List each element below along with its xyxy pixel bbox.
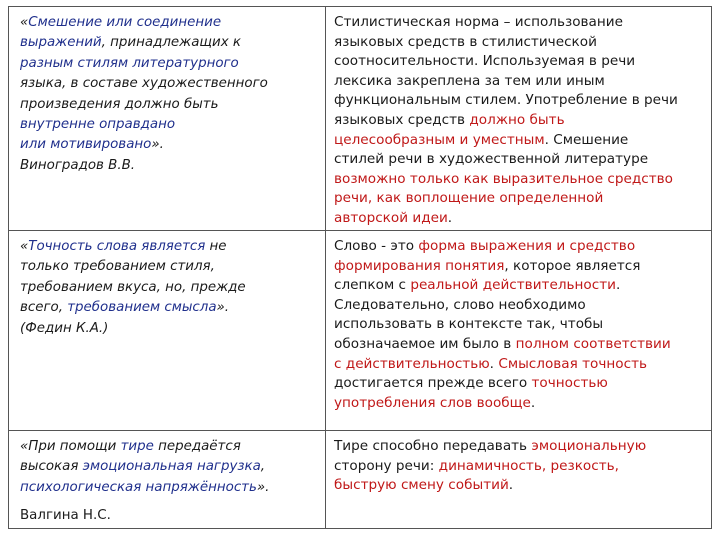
- text-run: языковых средств: [334, 111, 470, 128]
- text-line: [20, 115, 317, 135]
- text-run: Слово - это: [334, 238, 419, 254]
- explanation-cell: [326, 7, 712, 231]
- text-run: ».: [216, 300, 230, 316]
- highlight-red-text: Смысловая точность: [498, 355, 648, 372]
- text-run: использовать в контексте так, чтобы: [334, 316, 604, 333]
- text-line: [334, 476, 701, 496]
- highlight-red-text: полном соответствии: [515, 335, 671, 352]
- text-run: Тире способно передавать: [334, 438, 532, 454]
- text-line: [334, 257, 701, 277]
- text-run: слепком с: [334, 277, 411, 294]
- text-line: [334, 276, 701, 296]
- text-line: [20, 13, 317, 33]
- text-run: требованием вкуса, но, прежде: [20, 279, 246, 295]
- highlight-red-text: быструю смену событий: [334, 477, 509, 494]
- text-run: ».: [151, 137, 164, 153]
- text-line: [334, 52, 701, 72]
- explanation-text: [334, 13, 701, 229]
- highlight-blue-text: внутренне оправдано: [20, 117, 176, 133]
- text-run: Следовательно, слово необходимо: [334, 296, 586, 313]
- text-line: [334, 237, 701, 257]
- highlight-red-text: должно быть: [469, 111, 565, 128]
- text-run: передаётся: [153, 439, 241, 454]
- text-run: . Смешение: [544, 131, 629, 148]
- highlight-red-text: возможно только как выразительное средство: [334, 170, 673, 187]
- text-run: функциональным стилем. Употребление в речи: [334, 92, 678, 109]
- text-line: [20, 54, 317, 74]
- highlight-red-text: с действительностью: [334, 355, 490, 372]
- quote-text: [20, 13, 317, 176]
- text-line: [334, 209, 701, 229]
- text-line: [20, 278, 317, 298]
- text-line: [334, 131, 701, 151]
- text-run: ».: [256, 479, 270, 495]
- highlight-red-text: эмоциональную: [531, 438, 647, 454]
- highlight-red-text: целесообразным и уместным: [334, 131, 545, 148]
- explanation-cell: [326, 231, 712, 431]
- highlight-blue-text: разным стилям литературного: [20, 55, 239, 71]
- quotes-table-body: [9, 7, 712, 529]
- text-run: сторону речи:: [334, 457, 439, 474]
- text-line: [334, 13, 701, 33]
- text-line: [334, 335, 701, 355]
- highlight-blue-text: психологическая напряжённость: [20, 479, 257, 495]
- highlight-red-text: употребления слов вообще: [334, 394, 531, 411]
- text-line: [20, 457, 317, 477]
- text-run: .: [489, 355, 499, 372]
- text-run: языка, в составе художественного: [20, 76, 268, 92]
- text-line: [334, 374, 701, 394]
- quote-cell: [9, 431, 326, 529]
- text-run: всего,: [20, 300, 68, 316]
- text-line: [334, 111, 701, 131]
- text-line: [334, 296, 701, 316]
- text-line: [334, 355, 701, 375]
- explanation-cell: [326, 431, 712, 529]
- quote-author: Виноградов В.В.: [20, 157, 136, 173]
- text-run: «: [20, 239, 29, 254]
- text-run: достигается прежде всего: [334, 375, 532, 392]
- text-run: только требованием стиля,: [20, 259, 215, 275]
- highlight-red-text: форма выражения и средство: [418, 238, 636, 254]
- highlight-red-text: формирования понятия: [334, 257, 505, 274]
- text-run: , которое является: [504, 257, 641, 274]
- text-run: соотносительности. Используемая в речи: [334, 53, 636, 70]
- text-run: стилей речи в художественной литературе: [334, 151, 649, 168]
- table-row: [9, 431, 712, 529]
- text-line: [20, 437, 317, 457]
- highlight-blue-text: или мотивировано: [20, 137, 152, 153]
- highlight-red-text: реальной действительности: [410, 277, 616, 294]
- highlight-blue-text: эмоциональная нагрузка: [82, 459, 261, 475]
- text-run: Стилистическая норма – использование: [334, 14, 623, 30]
- text-line: [334, 394, 701, 414]
- text-run: .: [615, 277, 621, 294]
- text-run: ,: [260, 459, 266, 475]
- text-run: (Федин К.А.): [20, 320, 109, 336]
- highlight-blue-text: Точность слова является: [28, 239, 206, 254]
- text-line: [20, 135, 317, 155]
- highlight-blue-text: Смешение или соединение: [28, 15, 222, 30]
- text-line: [334, 33, 701, 53]
- text-line: [20, 478, 317, 498]
- text-line: [334, 457, 701, 477]
- text-line: [334, 150, 701, 170]
- text-line: [20, 237, 317, 257]
- text-run: «: [20, 15, 29, 30]
- text-run: обозначаемое им было в: [334, 335, 516, 352]
- text-line: [334, 189, 701, 209]
- highlight-blue-text: требованием смысла: [67, 300, 217, 316]
- quote-text: [20, 237, 317, 339]
- text-run: «При помощи: [20, 439, 121, 454]
- text-line: [20, 319, 317, 339]
- text-run: .: [447, 209, 453, 226]
- text-line: [20, 257, 317, 277]
- quote-cell: [9, 7, 326, 231]
- text-run: высокая: [20, 459, 83, 475]
- highlight-red-text: авторской идеи: [334, 209, 448, 226]
- text-run: не: [205, 239, 227, 254]
- text-line: [20, 95, 317, 115]
- text-line: [334, 91, 701, 111]
- text-line: [334, 315, 701, 335]
- text-line: [20, 298, 317, 318]
- highlight-blue-text: тире: [120, 439, 154, 454]
- quote-text: [20, 437, 317, 498]
- text-line: [334, 170, 701, 190]
- table-row: [9, 7, 712, 231]
- text-run: произведения должно быть: [20, 96, 219, 112]
- text-line: [334, 72, 701, 92]
- text-line: [20, 74, 317, 94]
- text-run: лексика закреплена за тем или иным: [334, 72, 605, 89]
- text-run: языковых средств в стилистической: [334, 33, 597, 50]
- highlight-blue-text: выражений: [20, 35, 102, 51]
- text-run: , принадлежащих к: [101, 35, 241, 51]
- text-run: .: [508, 477, 514, 494]
- highlight-red-text: точностью: [531, 375, 608, 392]
- table-row: [9, 231, 712, 431]
- quotes-table: [8, 6, 712, 529]
- highlight-red-text: динамичность, резкость,: [438, 457, 619, 474]
- explanation-text: [334, 237, 701, 413]
- quote-author: Валгина Н.С.: [20, 508, 111, 524]
- quote-cell: [9, 231, 326, 431]
- explanation-text: [334, 437, 701, 496]
- text-line: [334, 437, 701, 457]
- text-run: .: [530, 394, 536, 411]
- highlight-red-text: речи, как воплощение определенной: [334, 190, 604, 207]
- text-line: [20, 33, 317, 53]
